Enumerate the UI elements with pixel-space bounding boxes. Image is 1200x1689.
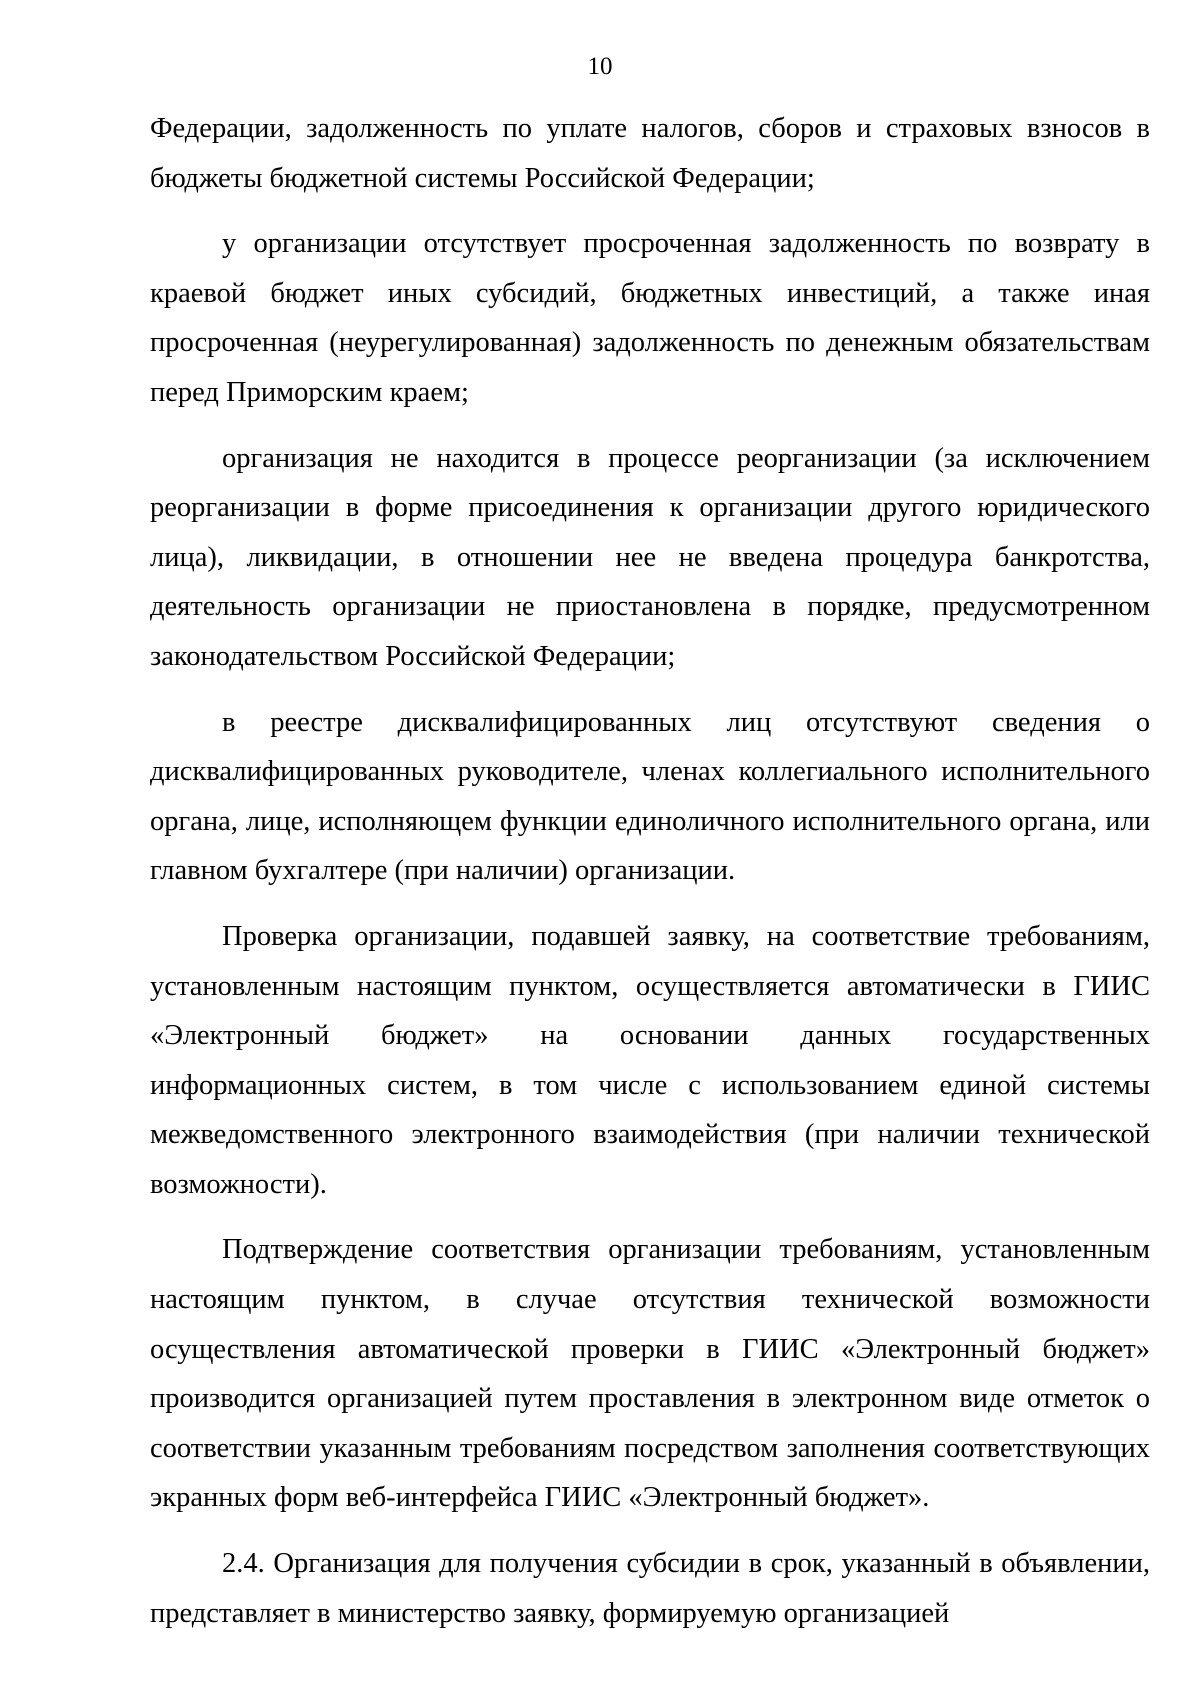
paragraph-confirmation: Подтверждение соответствия организации требованиям, установленным настоящим пунктом, в случае отсутствия технической возможности осуществления автоматической проверки в ГИИС «Электронный бюджет» производится организацией путем проставления в электронном виде отметок о соответствии указанным требованиям посредством заполнения соответствующих экранных форм веб-интерфейса ГИИС «Электронный бюджет». [150, 1234, 1150, 1514]
document-body [150, 104, 1150, 1638]
page-number: 10 [587, 53, 613, 80]
paragraph-disqualified-persons: в реестре дисквалифицированных лиц отсутствуют сведения о дисквалифицированных руководителе, членах коллегиального исполнительного органа, лице, исполняющем функции единоличного исполнительного органа, или главном бухгалтере (при наличии) организации. [150, 706, 1150, 887]
paragraph-no-overdue-debt: у организации отсутствует просроченная задолженность по возврату в краевой бюджет иных субсидий, бюджетных инвестиций, а также иная просроченная (неурегулированная) задолженность по денежным обязательствам перед Приморским краем; [150, 228, 1150, 408]
paragraph-section-2-4: 2.4. Организация для получения субсидии в срок, указанный в объявлении, представляет в министерство заявку, формируемую организацией [150, 1548, 1150, 1629]
paragraph-continuation: Федерации, задолженность по уплате налогов, сборов и страховых взносов в бюджеты бюджетной системы Российской Федерации; [150, 113, 1150, 194]
paragraph-automatic-check: Проверка организации, подавшей заявку, на соответствие требованиям, установленным настоящим пунктом, осуществляется автоматически в ГИИС «Электронный бюджет» на основании данных государственных информационных систем, в том числе с использованием единой системы межведомственного электронного взаимодействия (при наличии технической возможности). [150, 920, 1150, 1200]
paragraph-no-reorganization: организация не находится в процессе реорганизации (за исключением реорганизации в форме присоединения к организации другого юридического лица), ликвидации, в отношении нее не введена процедура банкротства, деятельность организации не приостановлена в порядке, предусмотренном законодательством Российской Федерации; [150, 442, 1150, 672]
